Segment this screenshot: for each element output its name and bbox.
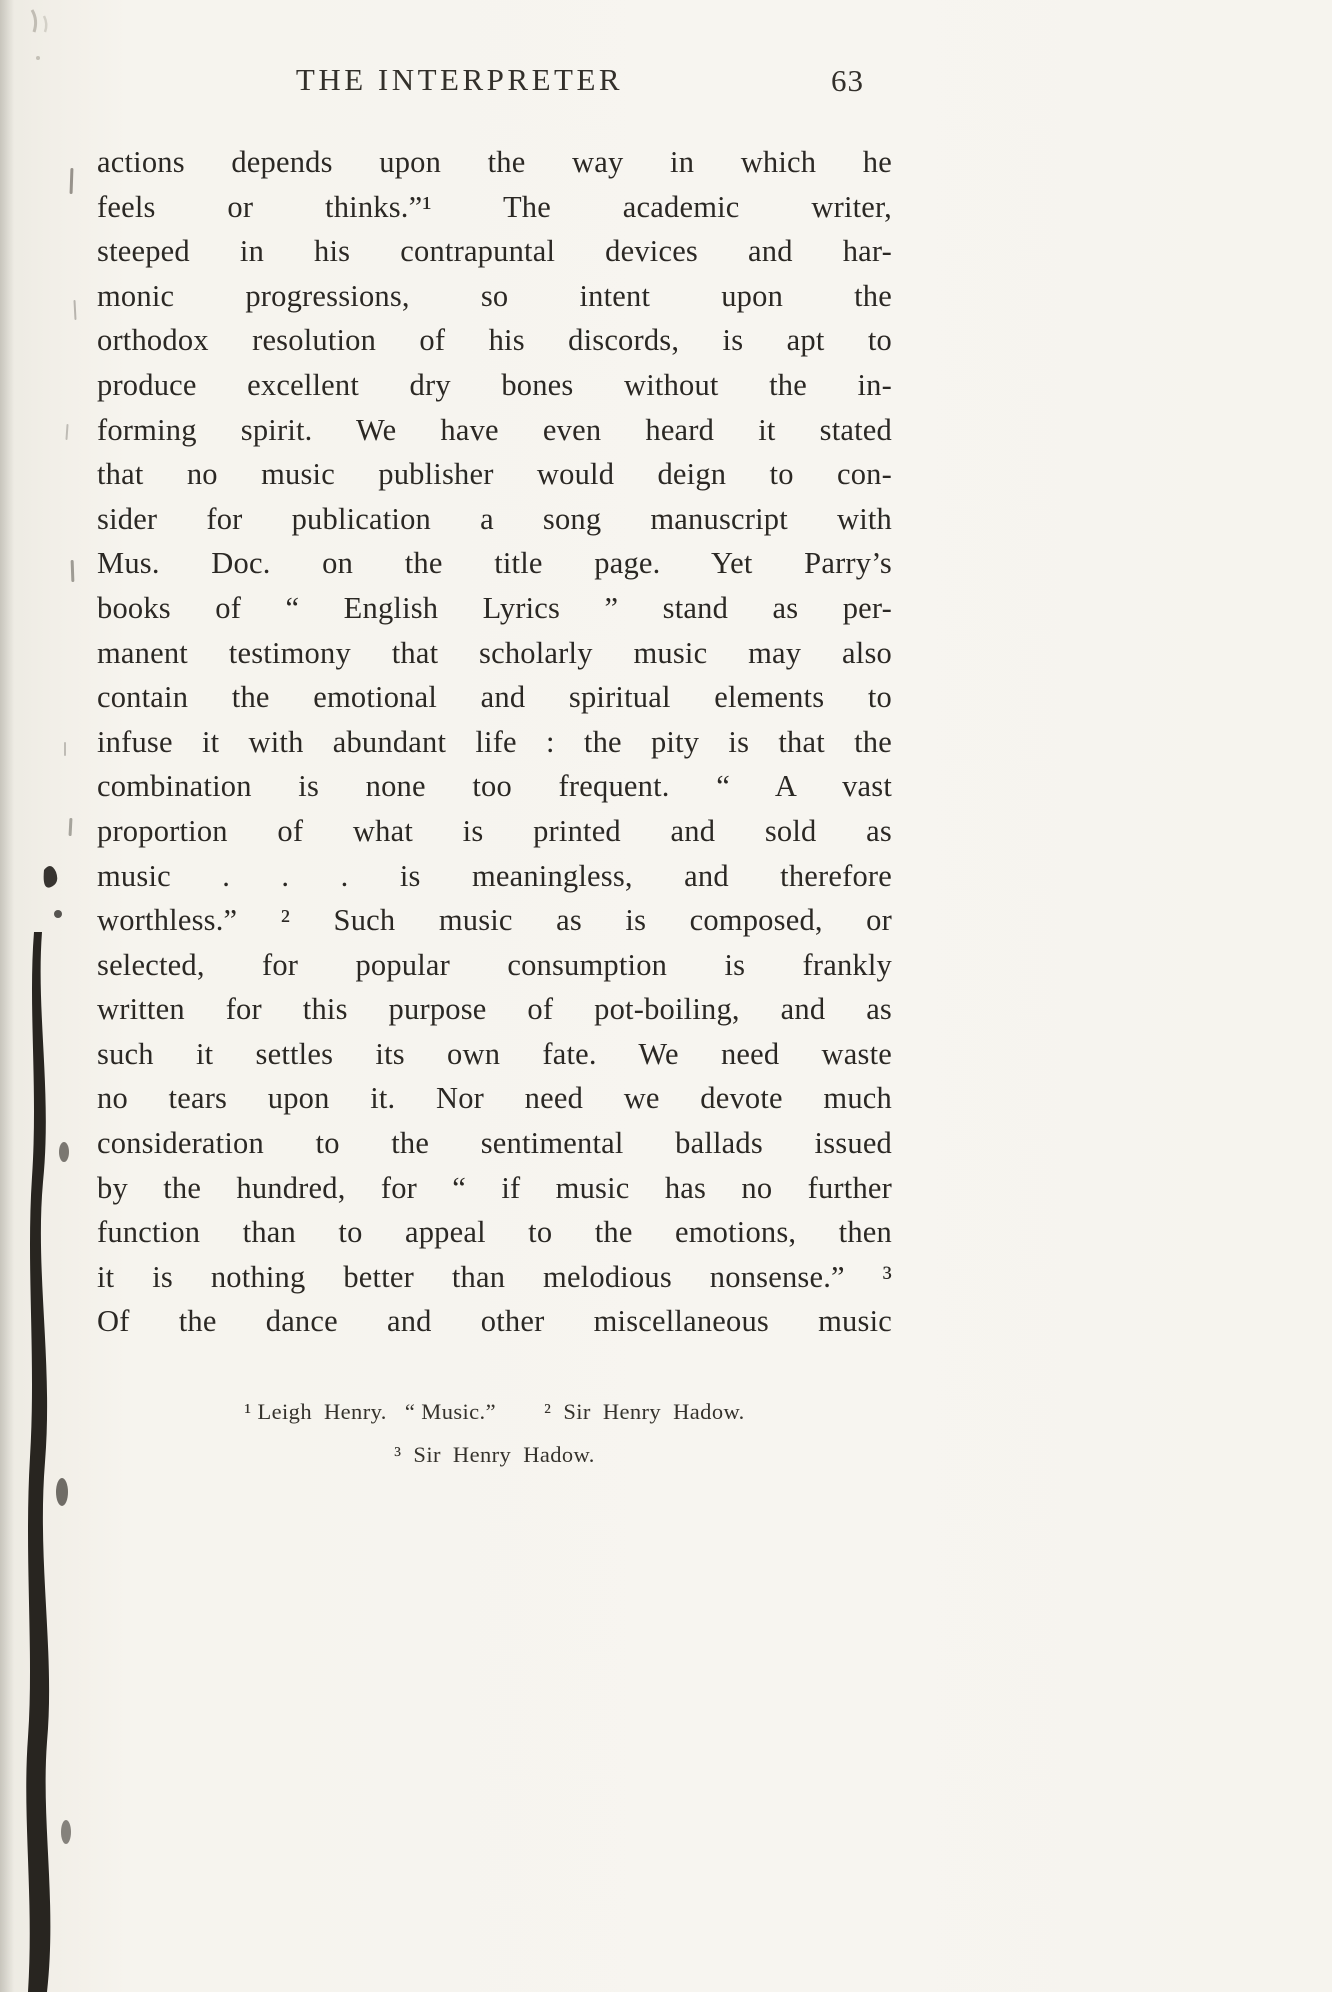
- text-line: by the hundred, for “ if music has no further: [97, 1170, 892, 1205]
- margin-scan-mark: [64, 742, 66, 756]
- running-header: [97, 62, 892, 106]
- text-line: that no music publisher would deign to con-: [97, 457, 892, 492]
- margin-scan-mark: [65, 424, 68, 440]
- text-line: no tears upon it. Nor need we devote much: [97, 1081, 892, 1116]
- margin-scan-mark: [73, 300, 76, 320]
- text-line: sider for publication a song manuscript with: [97, 501, 892, 536]
- text-line: combination is none too frequent. “ A vast: [97, 769, 892, 804]
- footnote-line-2: ³ Sir Henry Hadow.: [394, 1442, 595, 1467]
- footnote-line-1: ¹ Leigh Henry. “ Music.” ² Sir Henry Hadow.: [244, 1399, 745, 1424]
- margin-scan-mark: [70, 168, 74, 194]
- text-line: written for this purpose of pot-boiling, and as: [97, 992, 892, 1027]
- text-line: books of “ English Lyrics ” stand as per-: [97, 590, 892, 625]
- text-line: music . . . is meaningless, and therefore: [97, 858, 892, 893]
- text-line: contain the emotional and spiritual elements to: [97, 680, 892, 715]
- text-line: it is nothing better than melodious nonsense.” ³: [97, 1259, 892, 1294]
- text-line: Of the dance and other miscellaneous music: [97, 1304, 892, 1339]
- text-line: forming spirit. We have even heard it stated: [97, 412, 892, 447]
- binding-shadow: [0, 0, 14, 1992]
- page-title: THE INTERPRETER: [295, 62, 624, 97]
- margin-scan-mark: [69, 818, 73, 836]
- text-line: worthless.” ² Such music as is composed, or: [97, 903, 892, 938]
- text-line: steeped in his contrapuntal devices and har-: [97, 234, 892, 269]
- margin-scan-mark: [71, 560, 75, 582]
- text-line: monic progressions, so intent upon the: [97, 278, 892, 313]
- page-number: 63: [831, 63, 864, 98]
- corner-scan-marks: [24, 6, 84, 76]
- footnotes: [97, 1390, 892, 1476]
- text-line: function than to appeal to the emotions, then: [97, 1215, 892, 1250]
- ink-smudge: [16, 852, 88, 1992]
- text-line: Mus. Doc. on the title page. Yet Parry’s: [97, 546, 892, 581]
- text-line: such it settles its own fate. We need waste: [97, 1036, 892, 1071]
- text-line: actions depends upon the way in which he: [97, 145, 892, 179]
- text-line: consideration to the sentimental ballads issued: [97, 1126, 892, 1161]
- text-line: manent testimony that scholarly music may also: [97, 635, 892, 670]
- text-line: infuse it with abundant life : the pity is that the: [97, 724, 892, 759]
- text-line: feels or thinks.”¹ The academic writer,: [97, 189, 892, 224]
- text-line: selected, for popular consumption is frankly: [97, 947, 892, 982]
- body-text: [97, 140, 892, 1344]
- text-line: proportion of what is printed and sold as: [97, 813, 892, 848]
- text-line: orthodox resolution of his discords, is apt to: [97, 323, 892, 358]
- text-line: produce excellent dry bones without the in-: [97, 367, 892, 402]
